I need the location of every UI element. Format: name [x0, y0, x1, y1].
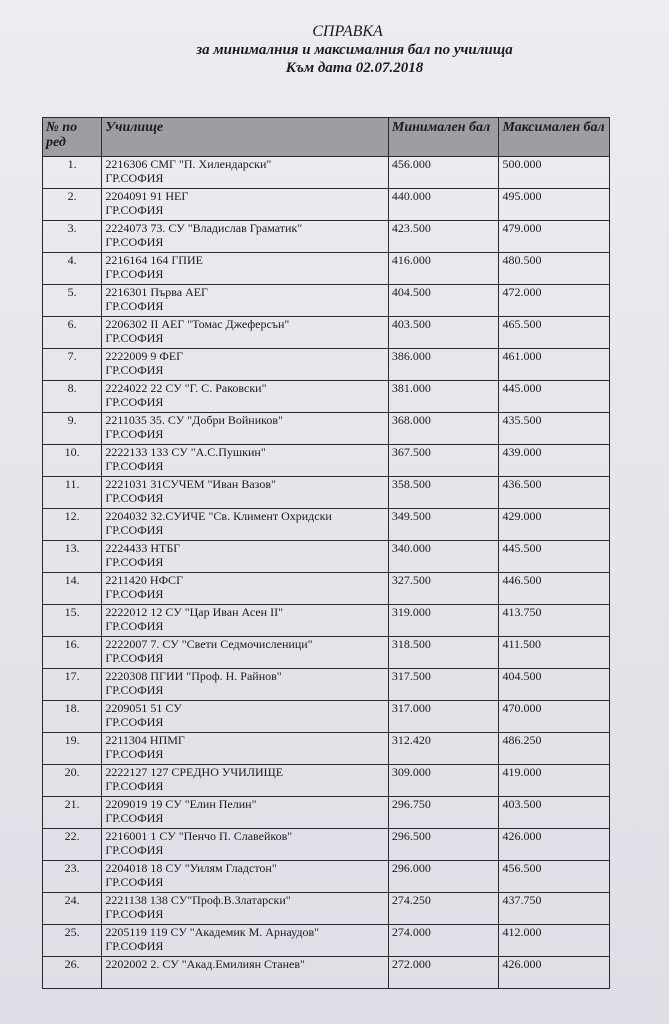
school-cell [102, 637, 389, 669]
min-score: 404.500 [388, 285, 499, 317]
school-city: ГР.СОФИЯ [105, 363, 164, 377]
max-score: 486.250 [499, 733, 610, 765]
school-name: 2211420 НФСГ [105, 573, 184, 587]
row-number: 21. [43, 797, 102, 829]
min-score: 327.500 [388, 573, 499, 605]
table-row [43, 157, 610, 189]
table-row [43, 541, 610, 573]
school-cell [102, 925, 389, 957]
table-row [43, 253, 610, 285]
table-row [43, 381, 610, 413]
min-score: 416.000 [388, 253, 499, 285]
document-header [0, 22, 669, 77]
max-score: 437.750 [499, 893, 610, 925]
max-score: 470.000 [499, 701, 610, 733]
min-score: 440.000 [388, 189, 499, 221]
min-score: 318.500 [388, 637, 499, 669]
row-number: 11. [43, 477, 102, 509]
table-row [43, 637, 610, 669]
school-name: 2206302 II АЕГ "Томас Джеферсън" [105, 317, 290, 331]
max-score: 445.000 [499, 381, 610, 413]
max-score: 446.500 [499, 573, 610, 605]
school-name: 2204091 91 НЕГ [105, 189, 189, 203]
row-number: 13. [43, 541, 102, 573]
school-name: 2221031 31СУЧЕМ "Иван Вазов" [105, 477, 276, 491]
max-score: 403.500 [499, 797, 610, 829]
school-city: ГР.СОФИЯ [105, 299, 164, 313]
max-score: 412.000 [499, 925, 610, 957]
school-cell [102, 573, 389, 605]
max-score: 426.000 [499, 957, 610, 989]
school-name: 2222012 12 СУ "Цар Иван Асен II" [105, 605, 283, 619]
row-number: 6. [43, 317, 102, 349]
max-score: 445.500 [499, 541, 610, 573]
school-cell [102, 893, 389, 925]
school-city: ГР.СОФИЯ [105, 235, 164, 249]
table-row [43, 829, 610, 861]
school-city: ГР.СОФИЯ [105, 747, 164, 761]
school-name: 2204018 18 СУ "Уилям Гладстон" [105, 861, 277, 875]
max-score: 480.500 [499, 253, 610, 285]
max-score: 479.000 [499, 221, 610, 253]
school-cell [102, 157, 389, 189]
table-row [43, 285, 610, 317]
table-row [43, 509, 610, 541]
school-city: ГР.СОФИЯ [105, 331, 164, 345]
document-title: СПРАВКА [312, 23, 383, 40]
school-name: 2222009 9 ФЕГ [105, 349, 184, 363]
min-score: 340.000 [388, 541, 499, 573]
max-score: 461.000 [499, 349, 610, 381]
table-row [43, 893, 610, 925]
school-cell [102, 381, 389, 413]
min-score: 386.000 [388, 349, 499, 381]
column-header-max: Максимален бал [499, 118, 610, 157]
table-row [43, 477, 610, 509]
school-name: 2211304 НПМГ [105, 733, 185, 747]
max-score: 472.000 [499, 285, 610, 317]
school-name: 2216301 Първа АЕГ [105, 285, 208, 299]
max-score: 495.000 [499, 189, 610, 221]
max-score: 404.500 [499, 669, 610, 701]
max-score: 429.000 [499, 509, 610, 541]
row-number: 25. [43, 925, 102, 957]
column-header-number: № по ред [43, 118, 102, 157]
row-number: 2. [43, 189, 102, 221]
school-cell [102, 733, 389, 765]
table-row [43, 189, 610, 221]
school-city: ГР.СОФИЯ [105, 523, 164, 537]
max-score: 500.000 [499, 157, 610, 189]
row-number: 19. [43, 733, 102, 765]
table-row [43, 445, 610, 477]
school-name: 2204032 32.СУИЧЕ "Св. Климент Охридски [105, 509, 332, 523]
school-city: ГР.СОФИЯ [105, 171, 164, 185]
min-score: 272.000 [388, 957, 499, 989]
school-cell [102, 317, 389, 349]
row-number: 15. [43, 605, 102, 637]
row-number: 8. [43, 381, 102, 413]
min-score: 317.500 [388, 669, 499, 701]
school-name: 2216001 1 СУ "Пенчо П. Славейков" [105, 829, 293, 843]
school-city: ГР.СОФИЯ [105, 715, 164, 729]
max-score: 456.500 [499, 861, 610, 893]
school-cell [102, 477, 389, 509]
school-cell [102, 957, 389, 989]
min-score: 309.000 [388, 765, 499, 797]
school-name: 2209019 19 СУ "Елин Пелин" [105, 797, 257, 811]
max-score: 413.750 [499, 605, 610, 637]
max-score: 411.500 [499, 637, 610, 669]
row-number: 10. [43, 445, 102, 477]
min-score: 274.250 [388, 893, 499, 925]
school-city: ГР.СОФИЯ [105, 779, 164, 793]
row-number: 4. [43, 253, 102, 285]
max-score: 436.500 [499, 477, 610, 509]
row-number: 14. [43, 573, 102, 605]
school-cell [102, 509, 389, 541]
max-score: 465.500 [499, 317, 610, 349]
min-score: 296.500 [388, 829, 499, 861]
table-row [43, 765, 610, 797]
school-cell [102, 221, 389, 253]
table-header-row [43, 118, 610, 157]
min-score: 423.500 [388, 221, 499, 253]
max-score: 419.000 [499, 765, 610, 797]
school-city: ГР.СОФИЯ [105, 459, 164, 473]
max-score: 439.000 [499, 445, 610, 477]
school-name: 2211035 35. СУ "Добри Войников" [105, 413, 283, 427]
min-score: 358.500 [388, 477, 499, 509]
min-score: 274.000 [388, 925, 499, 957]
min-score: 296.000 [388, 861, 499, 893]
min-score: 317.000 [388, 701, 499, 733]
table-row [43, 701, 610, 733]
school-name: 2224022 22 СУ "Г. С. Раковски" [105, 381, 267, 395]
school-cell [102, 349, 389, 381]
school-city: ГР.СОФИЯ [105, 587, 164, 601]
min-score: 319.000 [388, 605, 499, 637]
school-name: 2209051 51 СУ [105, 701, 182, 715]
column-header-school: Училище [102, 118, 389, 157]
school-name: 2202002 2. СУ "Акад.Емилиян Станев" [105, 957, 305, 971]
row-number: 16. [43, 637, 102, 669]
school-city: ГР.СОФИЯ [105, 939, 164, 953]
min-score: 456.000 [388, 157, 499, 189]
document-date: Към дата 02.07.2018 [285, 60, 424, 76]
school-name: 2224433 НТБГ [105, 541, 181, 555]
max-score: 426.000 [499, 829, 610, 861]
min-score: 367.500 [388, 445, 499, 477]
row-number: 20. [43, 765, 102, 797]
school-city: ГР.СОФИЯ [105, 427, 164, 441]
table-row [43, 317, 610, 349]
row-number: 1. [43, 157, 102, 189]
school-city: ГР.СОФИЯ [105, 907, 164, 921]
school-name: 2222133 133 СУ "А.С.Пушкин" [105, 445, 266, 459]
school-cell [102, 829, 389, 861]
school-cell [102, 541, 389, 573]
table-row [43, 861, 610, 893]
school-name: 2216164 164 ГПИЕ [105, 253, 203, 267]
school-cell [102, 669, 389, 701]
school-city: ГР.СОФИЯ [105, 267, 164, 281]
school-city: ГР.СОФИЯ [105, 395, 164, 409]
school-name: 2222007 7. СУ "Свети Седмочисленици" [105, 637, 313, 651]
row-number: 26. [43, 957, 102, 989]
min-score: 296.750 [388, 797, 499, 829]
school-name: 2220308 ПГИИ "Проф. Н. Райнов" [105, 669, 282, 683]
min-score: 368.000 [388, 413, 499, 445]
row-number: 9. [43, 413, 102, 445]
school-city: ГР.СОФИЯ [105, 651, 164, 665]
school-city: ГР.СОФИЯ [105, 875, 164, 889]
row-number: 12. [43, 509, 102, 541]
school-cell [102, 797, 389, 829]
table-row [43, 669, 610, 701]
max-score: 435.500 [499, 413, 610, 445]
table-row [43, 925, 610, 957]
min-score: 381.000 [388, 381, 499, 413]
row-number: 17. [43, 669, 102, 701]
row-number: 3. [43, 221, 102, 253]
school-city: ГР.СОФИЯ [105, 619, 164, 633]
table-row [43, 605, 610, 637]
row-number: 23. [43, 861, 102, 893]
school-cell [102, 189, 389, 221]
school-name: 2205119 119 СУ "Академик М. Арнаудов" [105, 925, 320, 939]
school-city: ГР.СОФИЯ [105, 843, 164, 857]
row-number: 18. [43, 701, 102, 733]
school-cell [102, 285, 389, 317]
school-cell [102, 605, 389, 637]
school-city: ГР.СОФИЯ [105, 203, 164, 217]
table-row [43, 957, 610, 989]
table-row [43, 413, 610, 445]
table-body [43, 157, 610, 989]
scores-table [42, 117, 610, 989]
table-row [43, 573, 610, 605]
table-row [43, 797, 610, 829]
school-city: ГР.СОФИЯ [105, 555, 164, 569]
row-number: 24. [43, 893, 102, 925]
school-name: 2221138 138 СУ"Проф.В.Златарски" [105, 893, 291, 907]
table-row [43, 733, 610, 765]
school-cell [102, 861, 389, 893]
school-cell [102, 253, 389, 285]
school-cell [102, 445, 389, 477]
school-name: 2216306 СМГ "П. Хилендарски" [105, 157, 272, 171]
row-number: 22. [43, 829, 102, 861]
school-cell [102, 701, 389, 733]
school-city: ГР.СОФИЯ [105, 491, 164, 505]
school-city: ГР.СОФИЯ [105, 683, 164, 697]
min-score: 312.420 [388, 733, 499, 765]
row-number: 7. [43, 349, 102, 381]
min-score: 403.500 [388, 317, 499, 349]
min-score: 349.500 [388, 509, 499, 541]
school-city: ГР.СОФИЯ [105, 811, 164, 825]
school-name: 2224073 73. СУ "Владислав Граматик" [105, 221, 303, 235]
school-name: 2222127 127 СРЕДНО УЧИЛИЩЕ [105, 765, 284, 779]
school-cell [102, 413, 389, 445]
document-subtitle: за минималния и максималния бал по училища [196, 42, 513, 58]
table-row [43, 221, 610, 253]
school-cell [102, 765, 389, 797]
column-header-min: Минимален бал [388, 118, 499, 157]
row-number: 5. [43, 285, 102, 317]
table-row [43, 349, 610, 381]
